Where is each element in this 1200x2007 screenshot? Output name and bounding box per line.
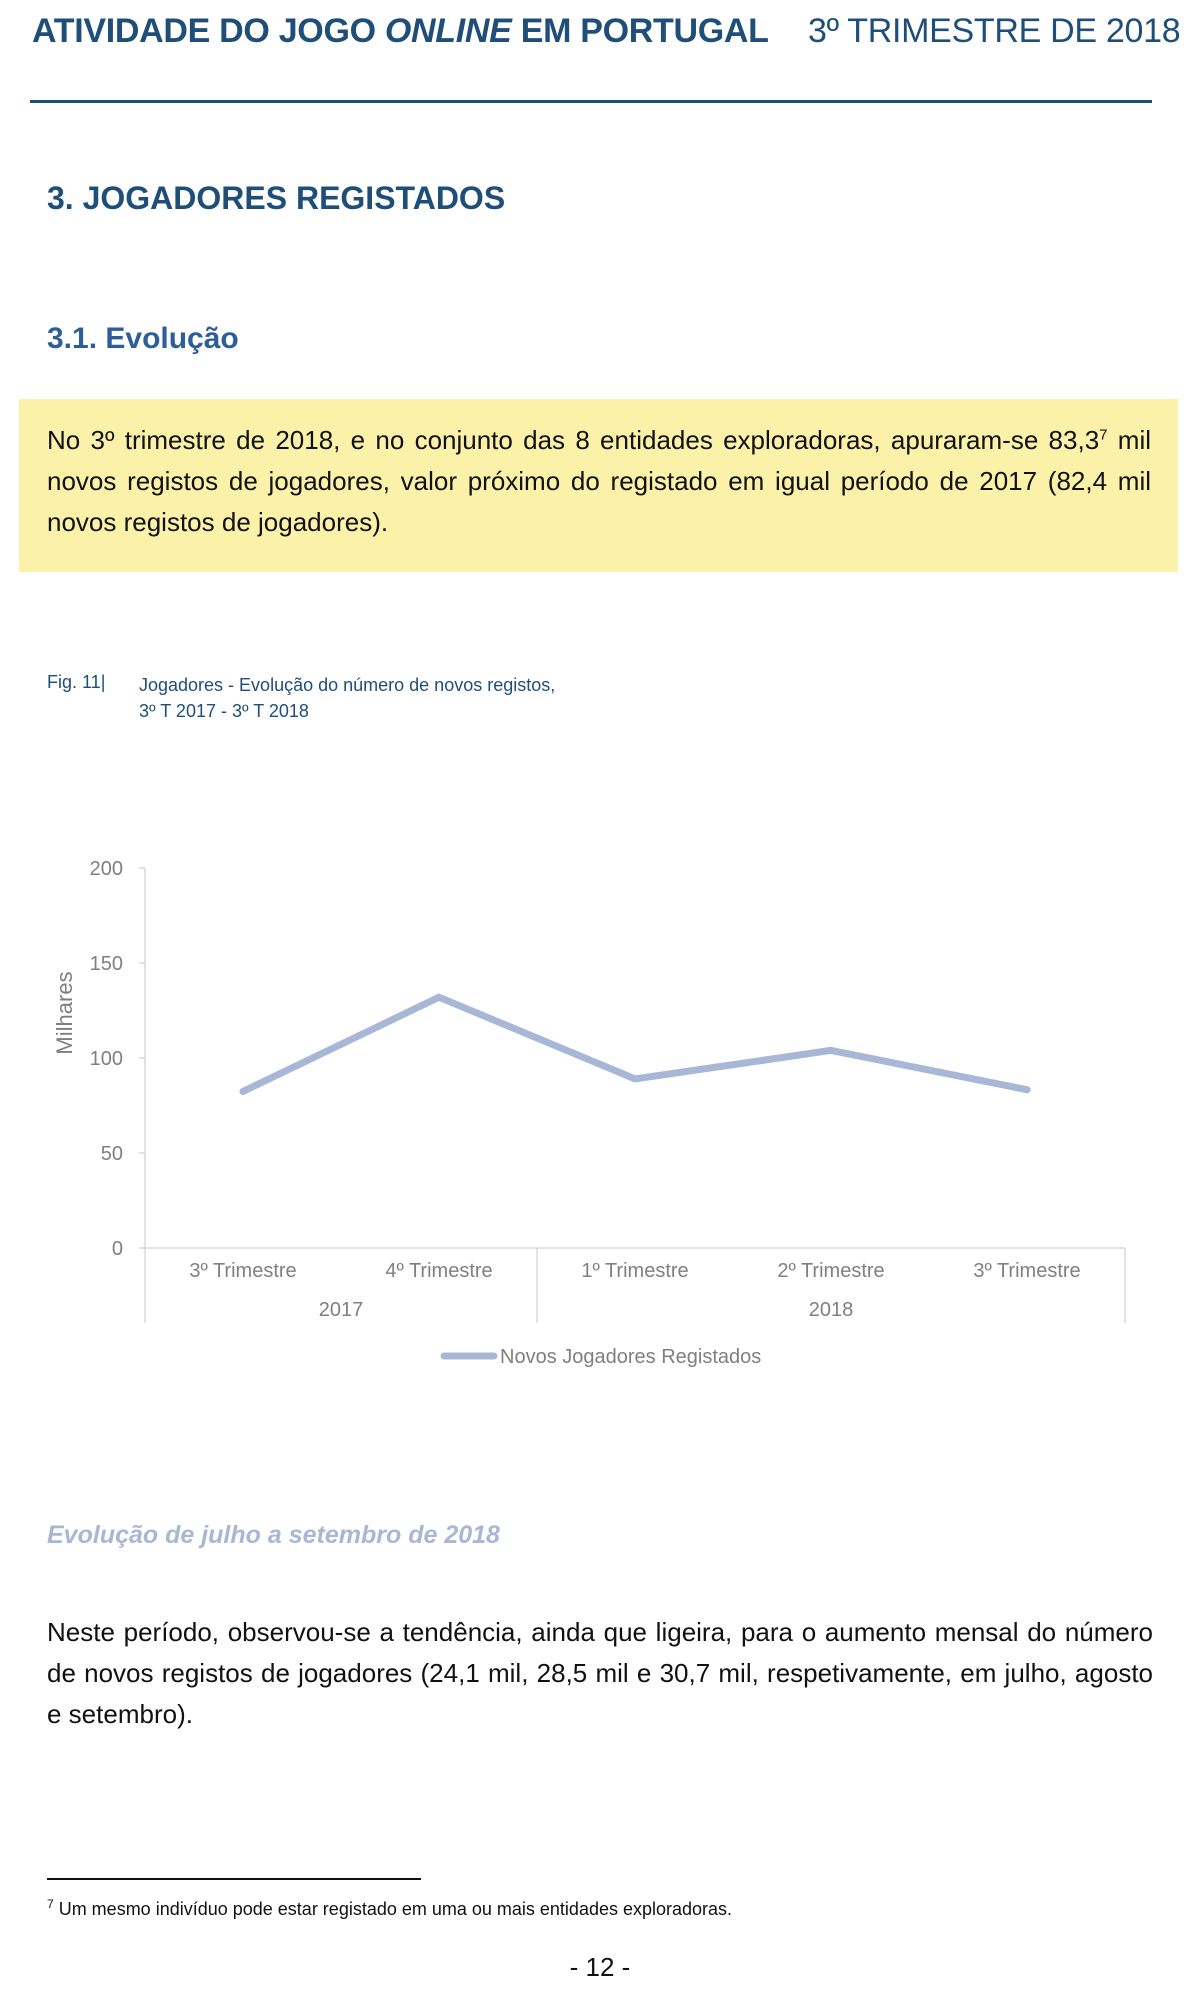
header-title-suffix: EM PORTUGAL [511,12,769,50]
x-category-label: 1º Trimestre [581,1260,689,1282]
line-chart [0,840,1200,1400]
evolution-paragraph: Neste período, observou-se a tendência, ainda que ligeira, para o aumento mensal do número de novos registos de jogadores (24,1 mil, 28,5 mil e 30,7 mil, respetivamente, em julho, agosto e setembro). [47,1617,1153,1729]
x-category-label: 2º Trimestre [777,1260,885,1282]
x-category-label: 3º Trimestre [189,1260,297,1282]
header-title [32,12,769,51]
y-axis-title: Milhares [52,971,77,1055]
header-period: 3º TRIMESTRE DE 2018 [808,12,1181,50]
data-point [828,1047,835,1054]
y-tick-label: 50 [100,1143,123,1165]
y-tick-label: 150 [89,953,123,975]
figure-caption [139,672,555,724]
highlight-text [47,420,1151,543]
x-group-label: 2018 [808,1299,854,1321]
header-title-prefix: ATIVIDADE DO JOGO [32,12,385,50]
highlight-text-part1: No 3º trimestre de 2018, e no conjunto das 8 entidades exploradoras, apuraram-se 83,3 [47,425,1100,455]
header-title-italic: ONLINE [384,12,512,50]
data-point [436,994,443,1001]
highlight-box [19,399,1178,572]
legend-label: Novos Jogadores Registados [500,1346,762,1368]
header-divider [30,100,1152,103]
page-number: - 12 - [569,1952,631,1982]
data-point [240,1088,247,1095]
data-point [632,1075,639,1082]
footnote-marker: 7 [47,1897,54,1911]
highlight-text-part2: mil novos registos de jogadores, valor próximo do registado em igual período de 2017 (82,4 mil novos registos de jogadores). [47,425,1151,537]
y-tick-label: 0 [111,1238,123,1260]
y-tick-label: 100 [89,1048,123,1070]
footnote-divider [47,1878,421,1880]
x-category-label: 4º Trimestre [385,1260,493,1282]
y-tick-label: 200 [89,858,123,880]
figure-caption-line2: 3º T 2017 - 3º T 2018 [139,701,309,721]
data-point [1024,1086,1031,1093]
figure-caption-line1: Jogadores - Evolução do número de novos registos, [139,675,556,695]
subsection-title: 3.1. Evolução [47,322,239,355]
footnote-text: Um mesmo indivíduo pode estar registado em uma ou mais entidades exploradoras. [53,1899,733,1919]
footnote [47,1897,732,1920]
evolution-heading: Evolução de julho a setembro de 2018 [47,1521,500,1549]
footnote-reference[interactable]: 7 [1099,426,1108,444]
x-category-label: 3º Trimestre [973,1260,1081,1282]
x-group-label: 2017 [318,1299,364,1321]
figure-label: Fig. 11| [47,672,106,692]
section-title: 3. JOGADORES REGISTADOS [47,180,506,216]
